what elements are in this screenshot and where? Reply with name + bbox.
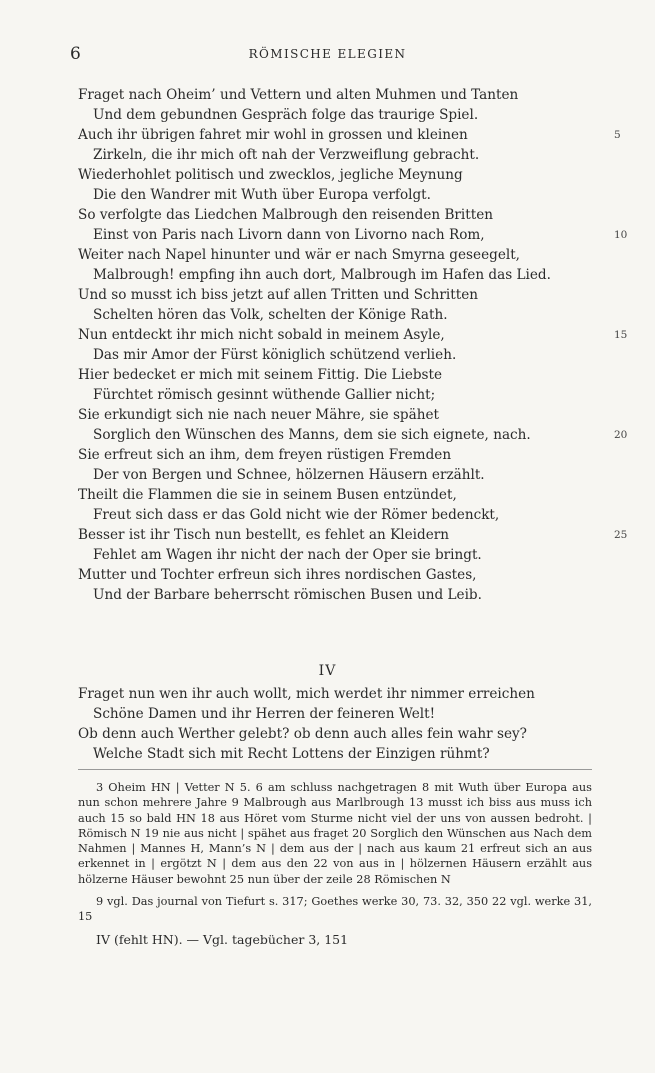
verse-line: Und dem gebundnen Gespräch folge das traurige Spiel. [93, 107, 479, 123]
verse-line: Malbrough! empfing ihn auch dort, Malbrough im Hafen das Lied. [93, 267, 551, 283]
verse-line: Und so musst ich biss jetzt auf allen Tritten und Schritten [78, 287, 479, 303]
apparatus-references: 9 vgl. Das journal von Tiefurt s. 317; Goethes werke 30, 73. 32, 350 22 vgl. werke 31, 15 [78, 895, 592, 924]
section-note: IV (fehlt HN). — Vgl. tagebücher 3, 151 [96, 932, 349, 947]
verse-line: Sie erfreut sich an ihm, dem freyen rüstigen Fremden [78, 447, 452, 463]
verse-line: Wiederhohlet politisch und zwecklos, jegliche Meynung [78, 167, 463, 183]
verse-line: Nun entdeckt ihr mich nicht sobald in meinem Asyle, [78, 327, 445, 343]
critical-apparatus [78, 780, 592, 925]
verse-line: Theilt die Flammen die sie in seinem Busen entzündet, [78, 487, 457, 503]
verse-line: Besser ist ihr Tisch nun bestellt, es fehlet an Kleidern [78, 527, 450, 543]
line-number: 5 [614, 129, 621, 141]
verse-line: Fehlet am Wagen ihr nicht der nach der Oper sie bringt. [93, 547, 482, 563]
verse-line: Mutter und Tochter erfreun sich ihres nordischen Gastes, [78, 567, 477, 583]
apparatus-variants: 3 Oheim HN | Vetter N 5. 6 am schluss nachgetragen 8 mit Wuth über Europa aus nun schon mehrere Jahre 9 Malbrough aus Marlbrough 13 musst ich biss aus muss ich auch 15 so bald HN 18 aus Höret vom Sturme nicht viel der uns von aussen bedroht. | Römisch N 19 nie aus nicht | spähet aus fraget 20 Sorglich den Wünschen aus Nach dem Nahmen | Mannes H, Mann’s N | dem aus der | nach aus kaum 21 erfreut sich an aus erkennet in | ergötzt N | dem aus den 22 von aus in | hölzernen Häusern erzählt aus hölzerne Häuser bewohnt 25 nun über der zeile 28 Römischen N [78, 781, 592, 886]
line-number: 10 [614, 229, 628, 241]
line-number: 20 [614, 429, 628, 441]
verse-line: Und der Barbare beherrscht römischen Busen und Leib. [93, 587, 482, 603]
verse-line: Sie erkundigt sich nie nach neuer Mähre, sie spähet [78, 407, 439, 423]
line-number: 25 [614, 529, 628, 541]
verse-line: Welche Stadt sich mit Recht Lottens der Einzigen rühmt? [93, 746, 490, 762]
verse-line: Einst von Paris nach Livorn dann von Livorno nach Rom, [93, 227, 485, 243]
verse-line: Die den Wandrer mit Wuth über Europa verfolgt. [93, 187, 431, 203]
verse-line: Auch ihr übrigen fahret mir wohl in grossen und kleinen [78, 127, 468, 143]
verse-line: So verfolgte das Liedchen Malbrough den reisenden Britten [78, 207, 494, 223]
section-numeral: IV [318, 663, 337, 679]
verse-line: Freut sich dass er das Gold nicht wie der Römer bedenckt, [93, 507, 500, 523]
verse-line: Weiter nach Napel hinunter und wär er nach Smyrna geseegelt, [78, 247, 520, 263]
verse-line: Sorglich den Wünschen des Manns, dem sie sich eignete, nach. [93, 427, 531, 443]
verse-line: Der von Bergen und Schnee, hölzernen Häusern erzählt. [93, 467, 485, 483]
running-head: RÖMISCHE ELEGIEN [248, 47, 407, 61]
verse-line: Fürchtet römisch gesinnt wüthende Gallier nicht; [93, 387, 436, 403]
verse-line: Schelten hören das Volk, schelten der Könige Rath. [93, 307, 448, 323]
verse-line: Fraget nun wen ihr auch wollt, mich werdet ihr nimmer erreichen [78, 686, 535, 702]
verse-line: Schöne Damen und ihr Herren der feineren Welt! [93, 706, 436, 722]
verse-line: Zirkeln, die ihr mich oft nah der Verzweiflung gebracht. [93, 147, 480, 163]
verse-line: Ob denn auch Werther gelebt? ob denn auch alles fein wahr sey? [78, 726, 527, 742]
line-number: 15 [614, 329, 628, 341]
apparatus-rule [78, 769, 592, 770]
verse-line: Hier bedecket er mich mit seinem Fittig. Die Liebste [78, 367, 443, 383]
verse-line: Das mir Amor der Fürst königlich schützend verlieh. [93, 347, 457, 363]
page-number: 6 [70, 44, 81, 64]
verse-line: Fraget nach Oheim’ und Vettern und alten Muhmen und Tanten [78, 87, 519, 103]
